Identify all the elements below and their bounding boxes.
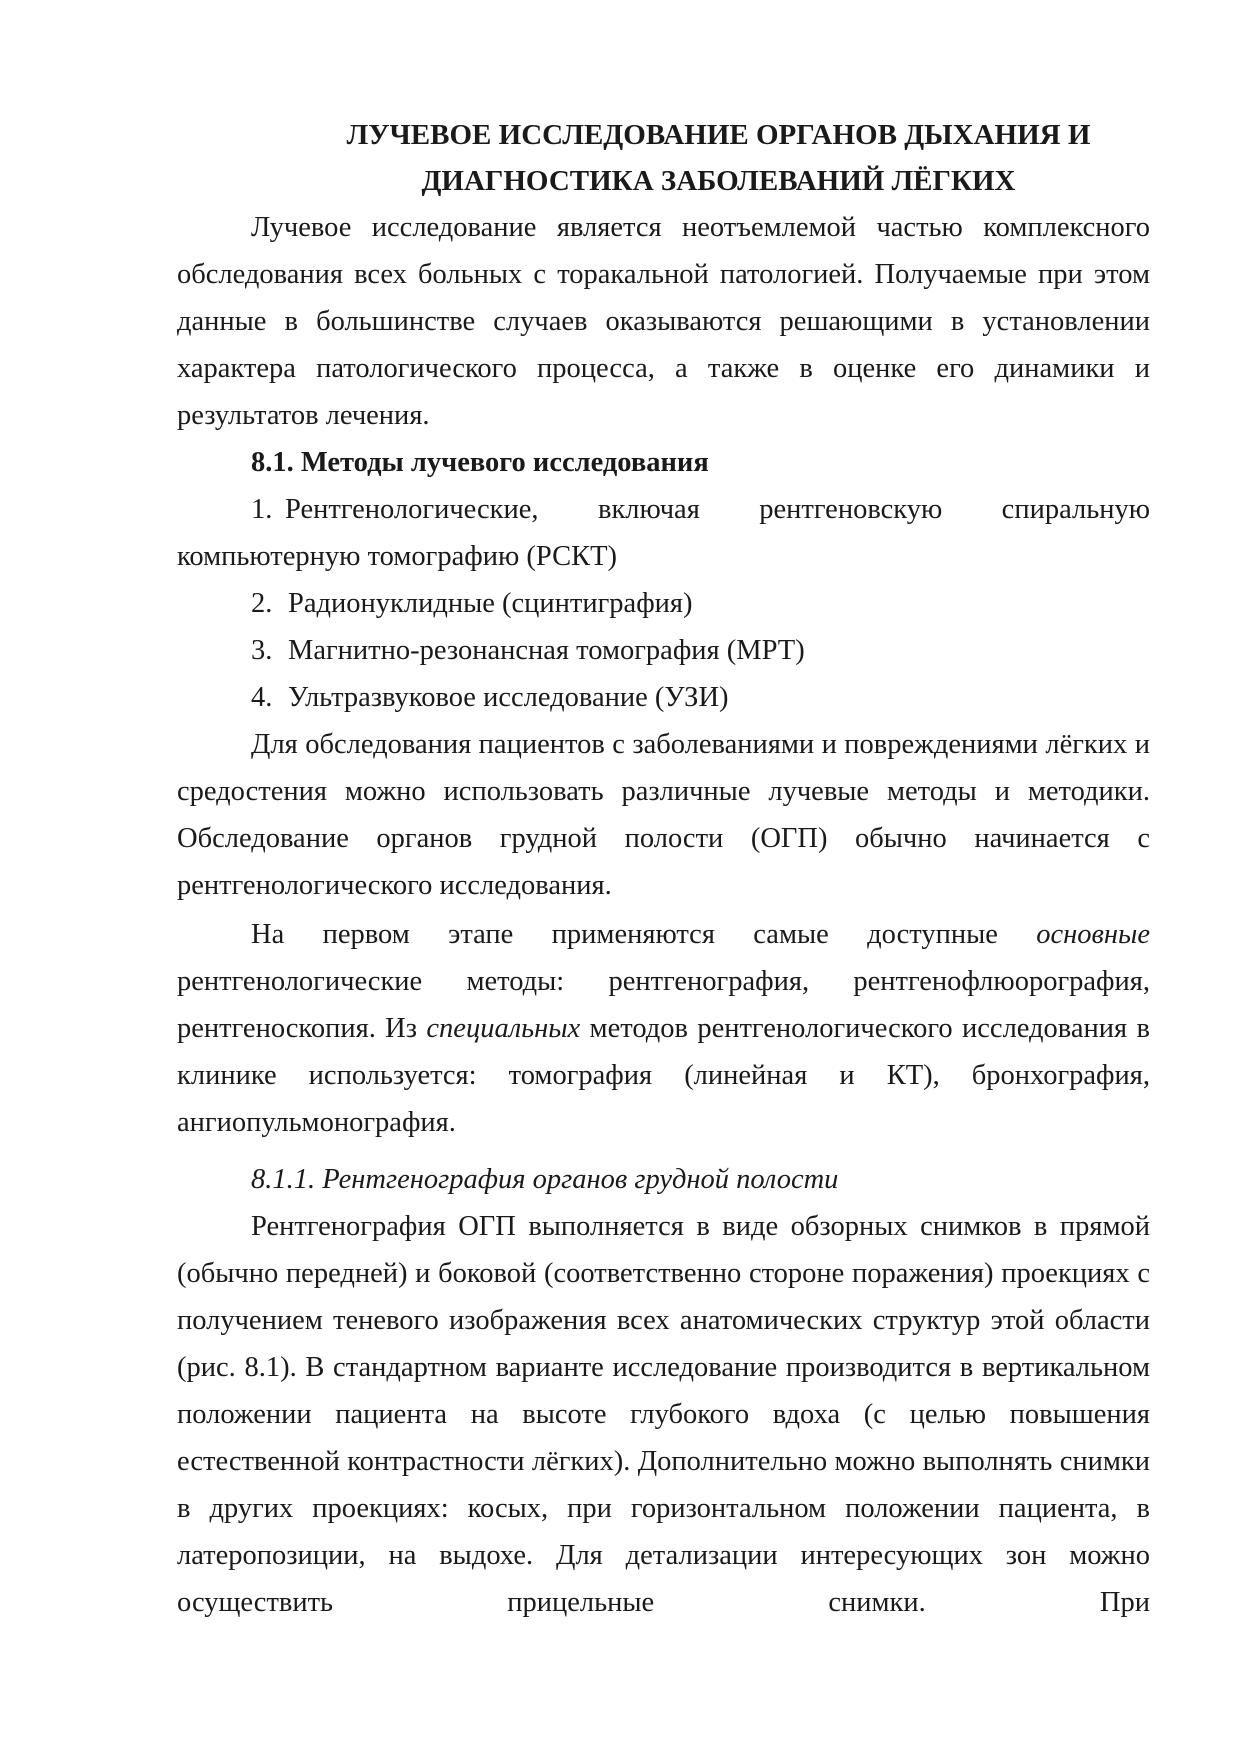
list-item-number: 1. <box>251 494 273 525</box>
list-item-number: 4. <box>251 682 273 713</box>
stage-emphasis-special: специальных <box>426 1013 581 1044</box>
list-item-text: Ультразвуковое исследование (УЗИ) <box>288 682 729 713</box>
stage-paragraph <box>177 911 1150 1146</box>
section-heading: 8.1. Методы лучевого исследования <box>251 447 709 478</box>
list-item-number: 2. <box>251 588 273 619</box>
title-line-1: ЛУЧЕВОЕ ИССЛЕДОВАНИЕ ОРГАНОВ ДЫХАНИЯ И <box>346 119 1091 151</box>
stage-text-c: методов рентгенологического исследования в клинике используется: томография (линейная и КТ), бронхография, ангиопульмонография. <box>177 1013 1150 1138</box>
stage-text-a: На первом этапе применяются самые доступные <box>251 919 1037 950</box>
radiography-paragraph: Рентгенография ОГП выполняется в виде обзорных снимков в прямой (обычно передней) и боковой (соответственно стороне поражения) проекциях с получением теневого изображения всех анатомических структур этой области (рис. 8.1). В стандартном варианте исследование производится в вертикальном положении пациента на высоте глубокого вдоха (с целью повышения естественной контрастности лёгких). Дополнительно можно выполнять снимки в других проекциях: косых, при горизонтальном положении пациента, в латеропозиции, на выдохе. Для детализации интересующих зон можно осуществить прицельные снимки. При <box>177 1211 1150 1618</box>
document-page <box>177 112 1150 1626</box>
list-item <box>177 627 1150 674</box>
title-line-2: ДИАГНОСТИКА ЗАБОЛЕВАНИЙ ЛЁГКИХ <box>421 165 1016 197</box>
list-item-text: Магнитно-резонансная томография (МРТ) <box>288 635 805 666</box>
list-item <box>177 674 1150 721</box>
subsection-heading: 8.1.1. Рентгенография органов грудной полости <box>251 1164 839 1195</box>
list-item-text: Радионуклидные (сцинтиграфия) <box>288 588 693 619</box>
methods-list <box>177 486 1150 721</box>
list-item <box>177 486 1150 580</box>
document-title <box>177 112 1150 204</box>
stage-text-b: рентгенологические методы: рентгенография, рентгенофлюорография, рентгеноскопия. Из <box>177 966 1150 1044</box>
stage-emphasis-basic: основные <box>1036 919 1150 950</box>
intro-paragraph: Лучевое исследование является неотъемлемой частью комплексного обследования всех больных с торакальной патологией. Получаемые при этом данные в большинстве случаев оказываются решающими в установлении характера патологического процесса, а также в оценке его динамики и результатов лечения. <box>177 212 1150 431</box>
list-item <box>177 580 1150 627</box>
survey-paragraph: Для обследования пациентов с заболеваниями и повреждениями лёгких и средостения можно использовать различные лучевые методы и методики. Обследование органов грудной полости (ОГП) обычно начинается с рентгенологического исследования. <box>177 729 1150 901</box>
list-item-number: 3. <box>251 635 273 666</box>
list-item-text: Рентгенологические, включая рентгеновскую спиральную компьютерную томографию (РСКТ) <box>177 494 1150 572</box>
